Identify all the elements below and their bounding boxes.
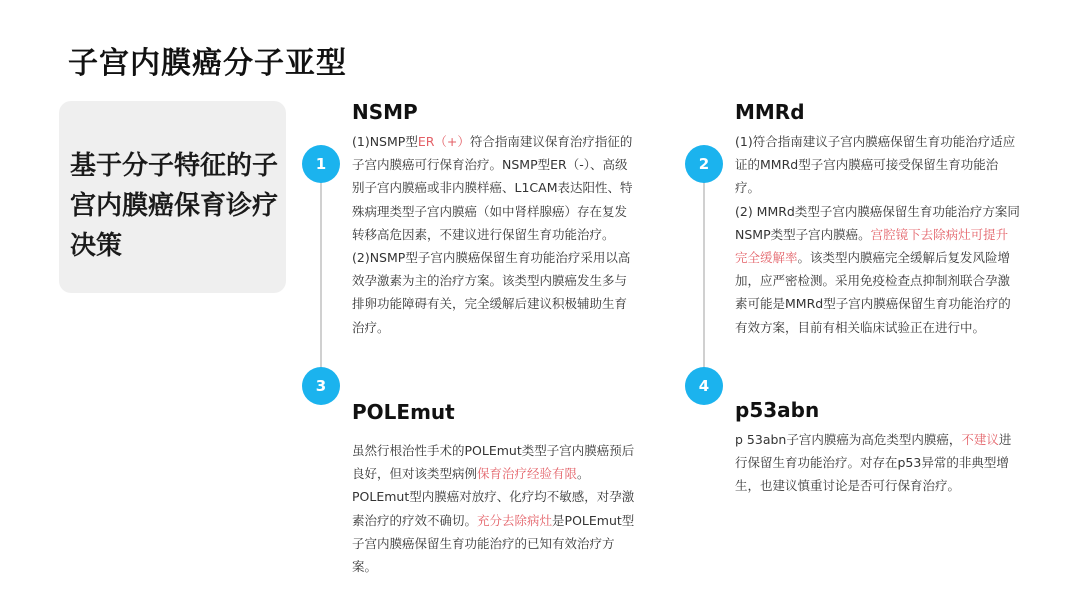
highlight-text: 宫腔镜下去除病灶可提升完全缓解率: [735, 226, 1009, 266]
timeline-line-left: [320, 180, 322, 380]
section-number-1: 1: [302, 145, 340, 183]
section-number-3: 3: [302, 367, 340, 405]
body-text: (2) MMRd类型子宫内膜癌保留生育功能治疗方案同NSMP类型子宫内膜癌。: [735, 203, 1020, 242]
paragraph: [352, 439, 637, 578]
sidebar-text: 基于分子特征的子宫内膜癌保育诊疗决策: [70, 151, 279, 261]
paragraph: [352, 130, 637, 246]
body-text: (1)NSMP型: [352, 134, 418, 149]
body-text: 是POLEmut型子宫内膜癌保留生育功能治疗的已知有效治疗方案。: [352, 512, 635, 575]
paragraph: [735, 130, 1020, 200]
highlight-text: ER（+）: [417, 134, 470, 149]
body-text: 虽然行根治性手术的POLEmut类型子宫内膜癌预后良好，但对该类型病例: [352, 443, 635, 482]
highlight-text: 充分去除病灶: [477, 512, 553, 528]
section-body-nsmp: [352, 130, 637, 339]
timeline-line-right: [703, 180, 705, 380]
body-text: 。POLEmut型内膜癌对放疗、化疗均不敏感，对孕激素治疗的疗效不确切。: [352, 466, 635, 528]
section-body-mmrd: [735, 130, 1020, 339]
body-text: p 53abn子宫内膜癌为高危类型内膜癌，: [735, 432, 962, 447]
section-heading-p53abn: p53abn: [735, 398, 820, 422]
section-heading-mmrd: MMRd: [735, 100, 805, 124]
body-text: 进行保留生育功能治疗。对存在p53异常的非典型增生，也建议慎重讨论是否可行保育治疗。: [735, 432, 1012, 494]
paragraph: [735, 200, 1020, 339]
page-title: 子宫内膜癌分子亚型: [68, 46, 347, 81]
section-body-polemut: [352, 439, 637, 578]
body-text: 符合指南建议保育治疗指征的子宫内膜癌可行保育治疗。NSMP型ER（-）、高级别子宫内膜癌或非内膜样癌、L1CAM表达阳性、特殊病理类型子宫内膜癌（如中肾样腺癌）存在复发转移高危因素，不建议进行保留生育功能治疗。: [352, 134, 633, 242]
section-body-p53abn: [735, 428, 1020, 498]
body-text: (1)符合指南建议子宫内膜癌保留生育功能治疗适应证的MMRd型子宫内膜癌可接受保留生育功能治疗。: [735, 134, 1016, 196]
section-heading-nsmp: NSMP: [352, 100, 418, 124]
highlight-text: 不建议: [961, 432, 999, 447]
body-text: 。该类型内膜癌完全缓解后复发风险增加，应严密检测。采用免疫检查点抑制剂联合孕激素可能是MMRd型子宫内膜癌保留生育功能治疗的有效方案，目前有相关临床试验正在进行中。: [735, 250, 1011, 335]
paragraph: [352, 246, 637, 339]
section-number-4: 4: [685, 367, 723, 405]
body-text: (2)NSMP型子宫内膜癌保留生育功能治疗采用以高效孕激素为主的治疗方案。该类型内膜癌发生多与排卵功能障碍有关，完全缓解后建议积极辅助生育治疗。: [352, 250, 631, 335]
paragraph: [735, 428, 1020, 498]
section-heading-polemut: POLEmut: [352, 400, 455, 424]
section-number-2: 2: [685, 145, 723, 183]
highlight-text: 保育治疗经验有限: [477, 466, 578, 482]
